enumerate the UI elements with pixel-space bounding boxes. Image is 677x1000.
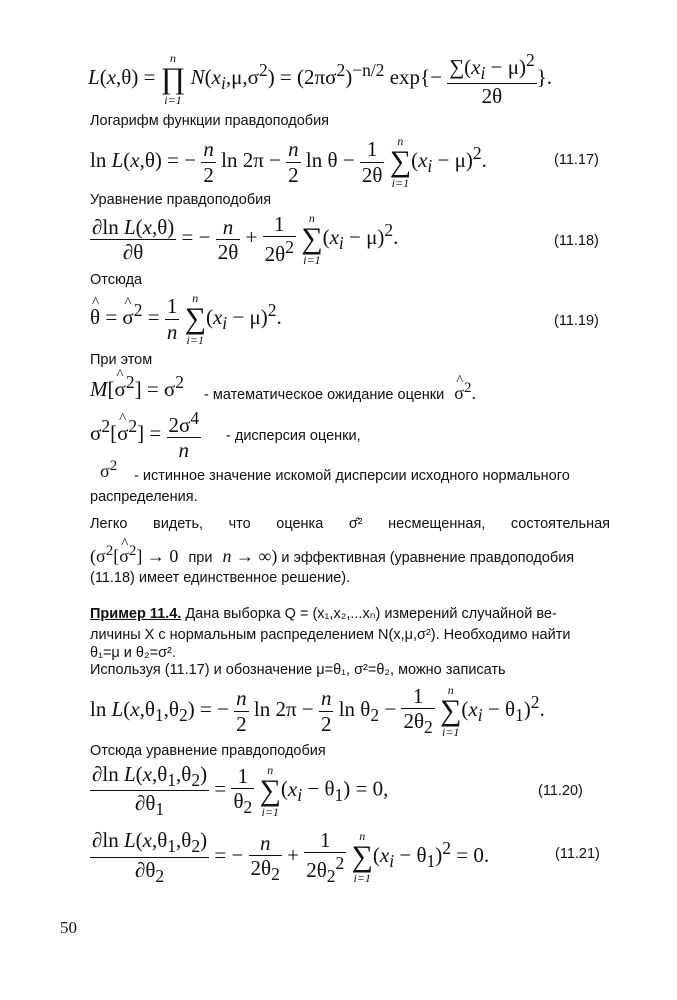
equation-number: (11.17) <box>554 152 599 168</box>
equation-11-19: ^ θ = ^ $\sigma^2$ = $\frac{1}{n}$ n ∑ i=1 $(x_i - \mu)^2$. <box>90 292 282 346</box>
text-expectation: - математическое ожидание оценки ^ $\sigma^2$. <box>204 380 476 404</box>
example-line-2: личины Х с нормальным распределением N(x,μ,σ²). Необходимо найти <box>90 627 571 643</box>
text-hence: Отсюда <box>90 272 143 288</box>
text-variance: - дисперсия оценки, <box>226 428 361 444</box>
equation-11-20: $\frac{\partial\ln L(x,\theta_1,\theta_2)}{\partial\theta_1}$ = $\frac{1}{\theta_2}$ n ∑ i=1 $(x_i - \theta_1) = 0$, <box>92 762 389 820</box>
text-efficient: и эффективная (уравнение правдоподобия <box>281 550 575 566</box>
text-when: при <box>188 550 213 566</box>
equation-11-18: $\frac{\text{∂ln L(x,θ)}}{\partial\theta}$ = − $\frac{n}{2\theta}$ + $\frac{1}{2\theta^2}$ n ∑ i=1 $(x_i - \mu)^2$. <box>92 211 399 268</box>
text-hence-likelihood: Отсюда уравнение правдоподобия <box>90 743 326 759</box>
example-label: Пример 11.4. <box>90 606 182 622</box>
text-using: Используя (11.17) и обозначение μ=θ₁, σ²=θ₂, можно записать <box>90 662 506 678</box>
equation-number: (11.21) <box>555 846 600 862</box>
equation-11-17: ln L(x,θ) = − $\frac{n}{2}$ ln 2π − $\frac{n}{2}$ ln θ − $\frac{1}{2\theta}$ n ∑ i=1 $(x_i - \mu)^2$. <box>90 134 487 190</box>
equation-number: (11.20) <box>538 783 583 799</box>
text-true-value: - истинное значение искомой дисперсии исходного нормального <box>134 468 570 484</box>
example-line-3: θ₁=μ и θ₂=σ². <box>90 645 176 661</box>
text-log-likelihood: Логарифм функции правдоподобия <box>90 113 330 129</box>
text-unbiased: Легко видеть, что оценка σ̂² несмещенная, состоятельная <box>90 516 610 532</box>
equation-expectation: M[^ $\sigma^2] = \sigma^2$ <box>90 372 184 402</box>
equation-likelihood: L(x,θ) = n ∏ i=1 $N(x_i,\mu,\sigma^2) = (2\pi\sigma^2)^{-n/2}$ exp{− $\frac{\sum(x_i - \mu)^2}{2\theta}$ }. <box>88 50 553 109</box>
equation-number: (11.18) <box>554 233 599 249</box>
equation-number: (11.19) <box>554 313 599 329</box>
text-distribution: распределения. <box>90 489 198 505</box>
page-number: 50 <box>60 918 77 937</box>
example-line-1 <box>90 606 557 622</box>
text-expectation-label: - математическое ожидание оценки <box>204 387 445 403</box>
equation-log-likelihood-theta: $\ln L(x,\theta_1,\theta_2)$ = − $\frac{n}{2}$ ln 2π − $\frac{n}{2}$ $\ln \theta_2$ − $\frac{1}{2\theta_2}$ n ∑ i=1 $(x_i - \theta_1)^2$. <box>90 683 545 739</box>
equation-11-21: $\frac{\partial\ln L(x,\theta_1,\theta_2)}{\partial\theta_2}$ = − $\frac{n}{2\theta_2}$ + $\frac{1}{2\theta_2^2}$ n ∑ i=1 $(x_i - \theta_1)^2 = 0$. <box>92 828 490 887</box>
text-likelihood-equation: Уравнение правдоподобия <box>90 192 272 208</box>
text-consistency: ($\sigma^2[\^{}$ $\sigma^2] \to 0$ при n → ∞) и эффективная (уравнение правдоподобия <box>90 543 574 567</box>
equation-variance: $\sigma^2[\^{}$ $\sigma^2$] = $\frac{2\sigma^4}{n}$ <box>90 408 201 462</box>
example-text-1: Дана выборка Q = (x₁,x₂,...xₙ) измерений случайной ве- <box>185 606 557 622</box>
text-unique-solution: (11.18) имеет единственное решение). <box>90 570 351 586</box>
sigma-squared: $\sigma^2$ <box>100 458 118 481</box>
text-at-this: При этом <box>90 352 153 368</box>
